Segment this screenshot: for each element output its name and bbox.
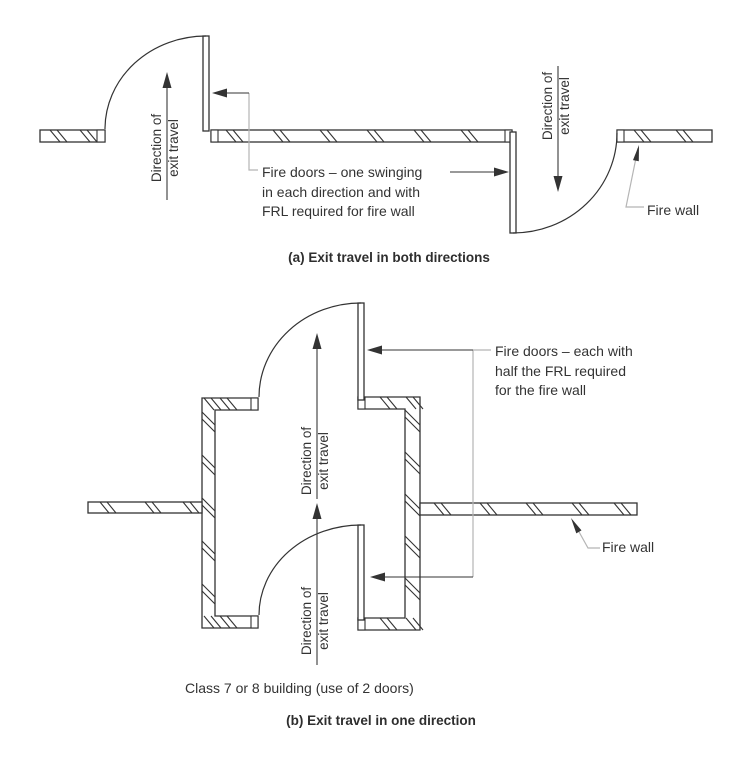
fire-wall-label-b: Fire wall xyxy=(602,539,655,555)
direction-label-line: Direction of xyxy=(149,113,164,183)
note-line: in each direction and with xyxy=(262,183,420,200)
leader-line-fire-wall-b xyxy=(573,521,600,548)
direction-of-travel-label-b-bottom xyxy=(296,566,334,676)
door-leaf-a-right xyxy=(510,132,516,233)
fire-doors-note-b xyxy=(495,342,633,401)
direction-label-line: exit travel xyxy=(557,77,572,135)
fire-doors-note-a xyxy=(262,163,422,222)
door-leaf-b-bottom xyxy=(358,525,364,620)
arrow-left-icon xyxy=(212,89,227,98)
direction-label-line: Direction of xyxy=(540,71,555,141)
arrowhead-fire-wall-a xyxy=(633,145,639,161)
wall-middle-a xyxy=(211,130,512,142)
door-swing-arc-b-top xyxy=(259,303,361,397)
arrow-left-icon xyxy=(367,346,382,355)
arrowhead-fire-wall-b xyxy=(571,518,582,533)
arrow-down-icon xyxy=(554,176,563,192)
leader-arrow-b-door-bottom xyxy=(370,573,473,582)
caption-b: (b) Exit travel in one direction xyxy=(286,713,476,728)
fire-wall-right-b xyxy=(420,503,637,515)
caption-a: (a) Exit travel in both directions xyxy=(288,250,490,265)
arrow-up-icon xyxy=(313,333,322,349)
fire-wall-label-a: Fire wall xyxy=(647,202,700,218)
direction-label-line: exit travel xyxy=(166,119,181,177)
leader-arrow-a-door-right xyxy=(450,168,509,177)
note-line: Fire doors – one swinging xyxy=(262,164,423,180)
note-line: half the FRL required xyxy=(495,362,626,379)
door-leaf-a-left xyxy=(203,36,209,131)
leader-line-gray-b xyxy=(473,350,491,577)
direction-of-travel-label-a-left xyxy=(146,93,184,203)
building-class-note: Class 7 or 8 building (use of 2 doors) xyxy=(185,680,414,696)
direction-label-line: Direction of xyxy=(299,586,314,656)
direction-label-line: exit travel xyxy=(316,432,331,490)
arrow-left-icon xyxy=(370,573,385,582)
leader-arrow-b-door-top xyxy=(367,346,473,355)
arrow-right-icon xyxy=(494,168,509,177)
leader-arrow-a-door-left xyxy=(212,89,249,98)
door-leaf-b-top xyxy=(358,303,364,400)
wall-right-a xyxy=(617,130,712,142)
arrow-up-icon xyxy=(163,72,172,88)
note-line: Fire doors – each with xyxy=(495,343,633,359)
direction-label-line: exit travel xyxy=(316,592,331,650)
vestibule-wall-right-b xyxy=(358,397,420,630)
note-line: for the fire wall xyxy=(495,382,587,398)
direction-of-travel-label-b-top xyxy=(296,406,334,516)
note-line: FRL required for fire wall xyxy=(262,203,415,219)
direction-label-line: Direction of xyxy=(299,426,314,496)
direction-of-travel-label-a-right xyxy=(537,51,575,161)
